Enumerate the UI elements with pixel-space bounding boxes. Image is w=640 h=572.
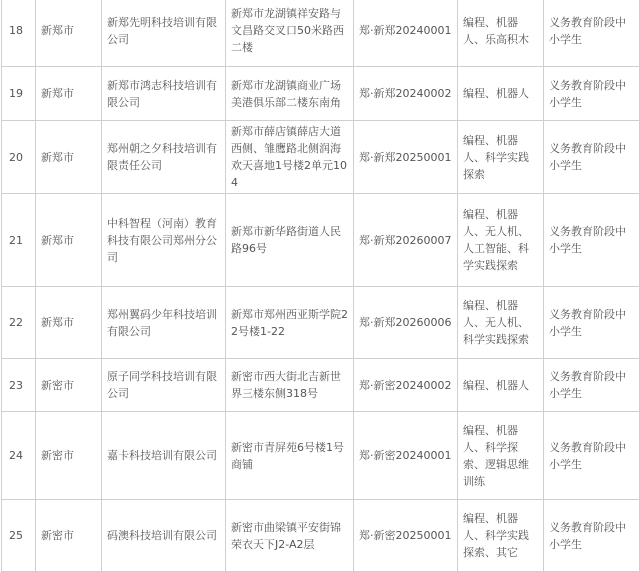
city-cell: 新郑市 bbox=[36, 194, 102, 287]
level-cell: 义务教育阶段中小学生 bbox=[544, 287, 640, 359]
row-number: 24 bbox=[2, 412, 36, 500]
license-cell: 郑·新郑20260007 bbox=[354, 194, 458, 287]
address-cell: 新密市曲梁镇平安街锦荣衣天下J2-A2层 bbox=[226, 500, 354, 572]
license-cell: 郑·新密20240001 bbox=[354, 412, 458, 500]
content-cell: 编程、机器人、乐高积木 bbox=[458, 0, 544, 67]
address-cell: 新密市西大街北吉新世界三楼东侧318号 bbox=[226, 359, 354, 412]
row-number: 20 bbox=[2, 121, 36, 194]
city-cell: 新密市 bbox=[36, 412, 102, 500]
city-cell: 新密市 bbox=[36, 500, 102, 572]
table-row bbox=[2, 194, 640, 287]
content-cell: 编程、机器人、科学实践探索 bbox=[458, 121, 544, 194]
table-row bbox=[2, 500, 640, 572]
row-number: 21 bbox=[2, 194, 36, 287]
address-cell: 新郑市郑州西亚斯学院22号楼1-22 bbox=[226, 287, 354, 359]
row-number: 22 bbox=[2, 287, 36, 359]
level-cell: 义务教育阶段中小学生 bbox=[544, 500, 640, 572]
row-number: 23 bbox=[2, 359, 36, 412]
level-cell: 义务教育阶段中小学生 bbox=[544, 359, 640, 412]
level-cell: 义务教育阶段中小学生 bbox=[544, 67, 640, 121]
license-cell: 郑·新密20240002 bbox=[354, 359, 458, 412]
city-cell: 新郑市 bbox=[36, 0, 102, 67]
table-row bbox=[2, 121, 640, 194]
city-cell: 新密市 bbox=[36, 359, 102, 412]
content-cell: 编程、机器人 bbox=[458, 359, 544, 412]
content-cell: 编程、机器人 bbox=[458, 67, 544, 121]
institution-name-cell: 郑州朝之夕科技培训有限责任公司 bbox=[102, 121, 226, 194]
level-cell: 义务教育阶段中小学生 bbox=[544, 0, 640, 67]
content-cell: 编程、机器人、科学探索、逻辑思维训练 bbox=[458, 412, 544, 500]
city-cell: 新郑市 bbox=[36, 287, 102, 359]
institution-name-cell: 中科智程（河南）教育科技有限公司郑州分公司 bbox=[102, 194, 226, 287]
table-row bbox=[2, 67, 640, 121]
table-row bbox=[2, 412, 640, 500]
table-row bbox=[2, 287, 640, 359]
address-cell: 新密市青屏苑6号楼1号商铺 bbox=[226, 412, 354, 500]
license-cell: 郑·新密20250001 bbox=[354, 500, 458, 572]
level-cell: 义务教育阶段中小学生 bbox=[544, 412, 640, 500]
institution-table bbox=[1, 0, 640, 572]
institution-name-cell: 新郑先明科技培训有限公司 bbox=[102, 0, 226, 67]
address-cell: 新郑市薛店镇薛店大道西侧、雏鹰路北侧润海欢天喜地1号楼2单元104 bbox=[226, 121, 354, 194]
content-cell: 编程、机器人、科学实践探索、其它 bbox=[458, 500, 544, 572]
license-cell: 郑·新郑20250001 bbox=[354, 121, 458, 194]
institution-name-cell: 原子同学科技培训有限公司 bbox=[102, 359, 226, 412]
license-cell: 郑·新郑20260006 bbox=[354, 287, 458, 359]
row-number: 25 bbox=[2, 500, 36, 572]
address-cell: 新郑市龙湖镇祥安路与文昌路交叉口50米路西二楼 bbox=[226, 0, 354, 67]
table-row bbox=[2, 0, 640, 67]
institution-name-cell: 新郑市鸿志科技培训有限公司 bbox=[102, 67, 226, 121]
institution-name-cell: 码澳科技培训有限公司 bbox=[102, 500, 226, 572]
institution-name-cell: 郑州翼码少年科技培训有限公司 bbox=[102, 287, 226, 359]
content-cell: 编程、机器人、无人机、人工智能、科学实践探索 bbox=[458, 194, 544, 287]
level-cell: 义务教育阶段中小学生 bbox=[544, 194, 640, 287]
address-cell: 新郑市龙湖镇商业广场美港俱乐部二楼东南角 bbox=[226, 67, 354, 121]
level-cell: 义务教育阶段中小学生 bbox=[544, 121, 640, 194]
license-cell: 郑·新郑20240002 bbox=[354, 67, 458, 121]
city-cell: 新郑市 bbox=[36, 121, 102, 194]
content-cell: 编程、机器人、无人机、科学实践探索 bbox=[458, 287, 544, 359]
row-number: 19 bbox=[2, 67, 36, 121]
license-cell: 郑·新郑20240001 bbox=[354, 0, 458, 67]
city-cell: 新郑市 bbox=[36, 67, 102, 121]
table-row bbox=[2, 359, 640, 412]
institution-name-cell: 嘉卡科技培训有限公司 bbox=[102, 412, 226, 500]
address-cell: 新郑市新华路街道人民路96号 bbox=[226, 194, 354, 287]
row-number: 18 bbox=[2, 0, 36, 67]
